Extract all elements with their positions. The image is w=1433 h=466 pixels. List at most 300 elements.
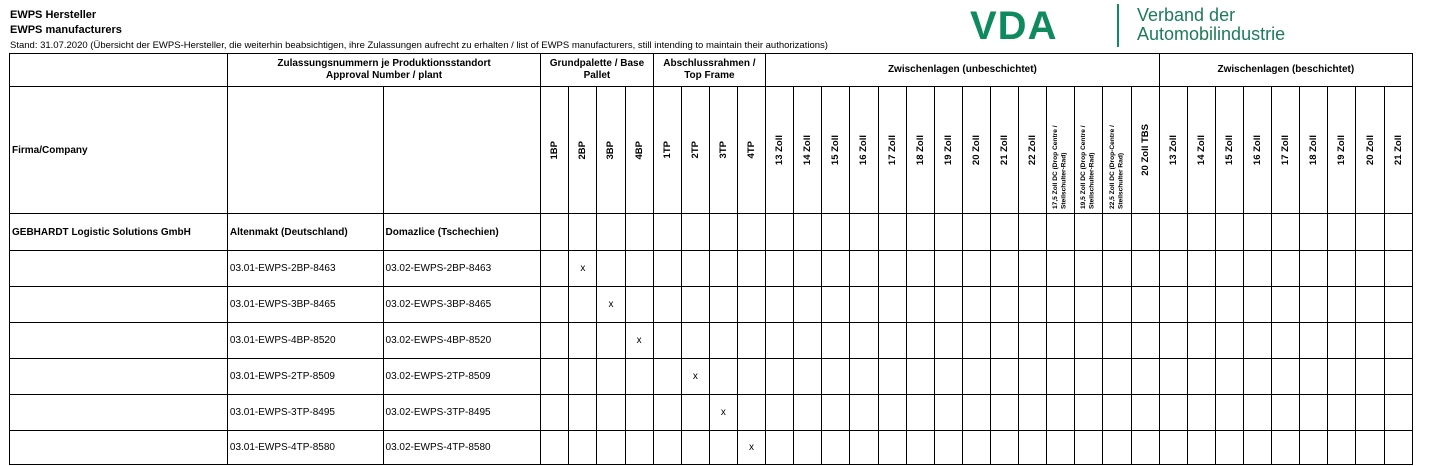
empty-cell xyxy=(1215,287,1243,323)
empty-cell xyxy=(1131,395,1159,431)
empty-cell xyxy=(1272,359,1300,395)
empty-cell xyxy=(1328,287,1356,323)
empty-cell xyxy=(709,287,737,323)
col-header xyxy=(1356,87,1384,214)
company-row xyxy=(10,214,1413,251)
empty-cell xyxy=(1047,287,1075,323)
empty-cell xyxy=(934,287,962,323)
empty-cell xyxy=(1187,323,1215,359)
empty-cell xyxy=(569,359,597,395)
col-header-label: 2BP xyxy=(577,140,589,160)
empty-cell xyxy=(1384,251,1412,287)
plant1-name: Altenmakt (Deutschland) xyxy=(227,214,383,251)
empty-cell xyxy=(990,395,1018,431)
empty-cell xyxy=(962,431,990,465)
empty-cell xyxy=(878,395,906,431)
empty-cell xyxy=(1272,214,1300,251)
top-header-en: Top Frame xyxy=(684,70,735,81)
empty-cell xyxy=(1384,287,1412,323)
empty-cell xyxy=(1075,323,1103,359)
empty-cell xyxy=(1215,395,1243,431)
empty-cell xyxy=(681,431,709,465)
approval-number: 03.01-EWPS-2BP-8463 xyxy=(227,251,383,287)
empty-cell xyxy=(681,214,709,251)
approval-number: 03.02-EWPS-2TP-8509 xyxy=(383,359,541,395)
empty-cell xyxy=(1131,287,1159,323)
manufacturers-table xyxy=(9,53,1413,465)
empty-cell xyxy=(1047,214,1075,251)
empty-cell xyxy=(1103,359,1131,395)
empty-cell xyxy=(653,395,681,431)
empty-cell xyxy=(766,431,794,465)
empty-cell xyxy=(1047,431,1075,465)
col-header xyxy=(822,87,850,214)
empty-cell xyxy=(906,359,934,395)
empty-cell xyxy=(1272,323,1300,359)
empty-cell xyxy=(1244,323,1272,359)
empty-cell xyxy=(1384,214,1412,251)
empty-cell xyxy=(794,287,822,323)
empty-cell xyxy=(681,287,709,323)
empty-cell xyxy=(1131,359,1159,395)
empty-cell xyxy=(906,395,934,431)
col-header-label: 22,5 Zoll DC (Drop-Centre / Steilschulter Rad) xyxy=(1108,125,1124,209)
stand-note: Stand: 31.07.2020 (Übersicht der EWPS-Hersteller, die weiterhin beabsichtigen, ihre Zulassungen aufrecht zu erhalten / list of EWPS manufacturers, still intending to maintain their authorizations) xyxy=(10,40,828,51)
empty-cell xyxy=(1244,287,1272,323)
firm-cell xyxy=(10,395,228,431)
empty-cell xyxy=(878,214,906,251)
title-en: EWPS manufacturers xyxy=(10,24,122,36)
empty-cell xyxy=(625,287,653,323)
firm-cell xyxy=(10,323,228,359)
table-row xyxy=(10,431,1413,465)
empty-cell xyxy=(1047,251,1075,287)
table-row xyxy=(10,359,1413,395)
col-header-label: 18 Zoll xyxy=(1308,134,1320,166)
empty-cell xyxy=(850,395,878,431)
approval-mark: x xyxy=(709,395,737,431)
empty-cell xyxy=(1356,395,1384,431)
col-header-label: 15 Zoll xyxy=(830,134,842,166)
empty-cell xyxy=(906,323,934,359)
empty-cell xyxy=(737,323,765,359)
empty-cell xyxy=(1075,359,1103,395)
empty-cell xyxy=(569,395,597,431)
approval-number: 03.01-EWPS-4BP-8520 xyxy=(227,323,383,359)
empty-cell xyxy=(1215,431,1243,465)
empty-cell xyxy=(794,359,822,395)
empty-cell xyxy=(934,359,962,395)
empty-cell xyxy=(934,431,962,465)
col-header-label: 16 Zoll xyxy=(1252,134,1264,166)
empty-cell xyxy=(934,395,962,431)
empty-cell xyxy=(709,323,737,359)
col-header xyxy=(541,87,569,214)
empty-cell xyxy=(1356,214,1384,251)
title-de: EWPS Hersteller xyxy=(10,9,97,21)
col-header xyxy=(737,87,765,214)
empty-cell xyxy=(1159,214,1187,251)
approval-number: 03.01-EWPS-3BP-8465 xyxy=(227,287,383,323)
empty-cell xyxy=(794,323,822,359)
col-header xyxy=(681,87,709,214)
empty-cell xyxy=(1300,359,1328,395)
col-header-label: 3BP xyxy=(605,140,617,160)
col-header xyxy=(625,87,653,214)
empty-cell xyxy=(766,395,794,431)
empty-cell xyxy=(1356,431,1384,465)
col-header xyxy=(1187,87,1215,214)
col-header xyxy=(569,87,597,214)
empty-cell xyxy=(1019,287,1047,323)
empty-cell xyxy=(990,251,1018,287)
empty-cell xyxy=(822,431,850,465)
empty-cell xyxy=(625,251,653,287)
empty-cell xyxy=(737,214,765,251)
empty-cell xyxy=(850,251,878,287)
empty-cell xyxy=(766,214,794,251)
col-header xyxy=(934,87,962,214)
empty-cell xyxy=(737,359,765,395)
vda-logo xyxy=(970,4,1390,48)
empty-cell xyxy=(878,287,906,323)
logo-divider xyxy=(1117,4,1119,47)
approval-mark: x xyxy=(569,251,597,287)
empty-cell xyxy=(850,359,878,395)
empty-cell xyxy=(597,323,625,359)
empty-cell xyxy=(541,359,569,395)
coated-group-header: Zwischenlagen (beschichtet) xyxy=(1159,54,1412,87)
empty-cell xyxy=(681,251,709,287)
empty-cell xyxy=(1272,251,1300,287)
approval-number: 03.02-EWPS-4TP-8580 xyxy=(383,431,541,465)
col-header-label: 17 Zoll xyxy=(886,134,898,166)
empty-cell xyxy=(822,323,850,359)
firm-cell xyxy=(10,431,228,465)
base-header-en: Pallet xyxy=(583,70,611,81)
col-header xyxy=(1019,87,1047,214)
col-header xyxy=(1047,87,1075,214)
empty-cell xyxy=(1300,431,1328,465)
empty-cell xyxy=(1215,359,1243,395)
approval-number: 03.01-EWPS-4TP-8580 xyxy=(227,431,383,465)
col-header-label: 2TP xyxy=(689,141,701,159)
empty-cell xyxy=(1328,251,1356,287)
empty-cell xyxy=(541,395,569,431)
empty-cell xyxy=(766,323,794,359)
empty-cell xyxy=(906,287,934,323)
col-header xyxy=(709,87,737,214)
col-header-label: 17 Zoll xyxy=(1280,134,1292,166)
col-header-label: 20 Zoll xyxy=(970,134,982,166)
approval-mark: x xyxy=(625,323,653,359)
empty-cell xyxy=(794,395,822,431)
col-header xyxy=(850,87,878,214)
empty-cell xyxy=(850,323,878,359)
empty-cell xyxy=(1300,214,1328,251)
empty-cell xyxy=(1215,251,1243,287)
empty-cell xyxy=(597,395,625,431)
approval-mark: x xyxy=(597,287,625,323)
empty-cell xyxy=(962,359,990,395)
empty-cell xyxy=(569,214,597,251)
empty-cell xyxy=(962,287,990,323)
col-header xyxy=(962,87,990,214)
top-header-de: Abschlussrahmen / xyxy=(663,58,756,69)
empty-cell xyxy=(990,214,1018,251)
empty-cell xyxy=(990,323,1018,359)
empty-cell xyxy=(1019,323,1047,359)
col-header-label: 13 Zoll xyxy=(774,134,786,166)
col-header xyxy=(1244,87,1272,214)
empty-cell xyxy=(766,287,794,323)
empty-cell xyxy=(709,214,737,251)
empty-cell xyxy=(1159,359,1187,395)
empty-cell xyxy=(906,251,934,287)
empty-cell xyxy=(962,251,990,287)
empty-cell xyxy=(850,287,878,323)
empty-cell xyxy=(1019,395,1047,431)
col-header xyxy=(1384,87,1412,214)
approval-number: 03.01-EWPS-3TP-8495 xyxy=(227,395,383,431)
empty-cell xyxy=(990,359,1018,395)
group-header-row xyxy=(10,54,1413,87)
empty-cell xyxy=(569,431,597,465)
table-row xyxy=(10,251,1413,287)
uncoated-group-header: Zwischenlagen (unbeschichtet) xyxy=(766,54,1160,87)
empty-cell xyxy=(962,395,990,431)
col-header xyxy=(1075,87,1103,214)
empty-cell xyxy=(990,431,1018,465)
empty-cell xyxy=(1384,431,1412,465)
empty-cell xyxy=(1215,214,1243,251)
empty-cell xyxy=(1187,287,1215,323)
table-row xyxy=(10,323,1413,359)
empty-cell xyxy=(794,431,822,465)
empty-cell xyxy=(597,251,625,287)
empty-cell xyxy=(822,359,850,395)
empty-cell xyxy=(1356,251,1384,287)
empty-cell xyxy=(1328,431,1356,465)
empty-cell xyxy=(709,431,737,465)
empty-cell xyxy=(1356,287,1384,323)
col-header xyxy=(906,87,934,214)
empty-cell xyxy=(681,323,709,359)
empty-cell xyxy=(1300,395,1328,431)
plant1-header xyxy=(227,87,383,214)
col-header-label: 19,5 Zoll DC (Drop Centre / Steilschulter-Rad) xyxy=(1080,125,1096,209)
empty-cell xyxy=(850,431,878,465)
col-header-label: 4TP xyxy=(746,141,758,159)
empty-cell xyxy=(1328,359,1356,395)
empty-cell xyxy=(1103,323,1131,359)
empty-cell xyxy=(878,431,906,465)
empty-cell xyxy=(1103,287,1131,323)
empty-cell xyxy=(822,287,850,323)
empty-cell xyxy=(541,251,569,287)
firm-cell xyxy=(10,251,228,287)
top-group-header xyxy=(653,54,765,87)
empty-cell xyxy=(569,323,597,359)
empty-cell xyxy=(597,431,625,465)
empty-cell xyxy=(1131,431,1159,465)
empty-cell xyxy=(1019,214,1047,251)
empty-cell xyxy=(934,214,962,251)
empty-cell xyxy=(1187,359,1215,395)
empty-cell xyxy=(709,251,737,287)
empty-cell xyxy=(569,287,597,323)
empty-cell xyxy=(1075,287,1103,323)
firm-cell xyxy=(10,287,228,323)
empty-cell xyxy=(1272,287,1300,323)
col-header xyxy=(1131,87,1159,214)
approval-number: 03.02-EWPS-3BP-8465 xyxy=(383,287,541,323)
col-header xyxy=(1215,87,1243,214)
empty-cell xyxy=(766,251,794,287)
empty-cell xyxy=(1131,323,1159,359)
empty-cell xyxy=(625,359,653,395)
col-header-label: 20 Zoll xyxy=(1364,134,1376,166)
col-header-label: 19 Zoll xyxy=(942,134,954,166)
empty-cell xyxy=(1159,431,1187,465)
empty-cell xyxy=(653,251,681,287)
col-header-label: 17,5 Zoll DC (Drop Centre / Steilschulter-Rad) xyxy=(1052,125,1068,209)
empty-cell xyxy=(625,214,653,251)
empty-cell xyxy=(1384,359,1412,395)
empty-cell xyxy=(1384,323,1412,359)
empty-cell xyxy=(1103,214,1131,251)
approval-header-en: Approval Number / plant xyxy=(325,70,443,81)
empty-cell xyxy=(1244,214,1272,251)
empty-cell xyxy=(1187,431,1215,465)
empty-cell xyxy=(934,323,962,359)
empty-cell xyxy=(1019,251,1047,287)
col-header-label: 21 Zoll xyxy=(1392,134,1404,166)
empty-cell xyxy=(906,214,934,251)
empty-cell xyxy=(1187,395,1215,431)
empty-cell xyxy=(1159,287,1187,323)
empty-cell xyxy=(653,287,681,323)
plant2-name: Domazlice (Tschechien) xyxy=(383,214,541,251)
col-header-label: 1TP xyxy=(661,141,673,159)
empty-cell xyxy=(1075,214,1103,251)
empty-cell xyxy=(906,431,934,465)
table-row xyxy=(10,395,1413,431)
col-header-label: 1BP xyxy=(549,140,561,160)
empty-cell xyxy=(541,431,569,465)
empty-cell xyxy=(822,251,850,287)
col-header xyxy=(653,87,681,214)
col-header xyxy=(1159,87,1187,214)
empty-cell xyxy=(850,214,878,251)
approval-number: 03.02-EWPS-4BP-8520 xyxy=(383,323,541,359)
empty-cell xyxy=(1075,251,1103,287)
empty-cell xyxy=(737,395,765,431)
empty-cell xyxy=(962,214,990,251)
col-header-label: 20 Zoll TBS xyxy=(1139,124,1151,176)
col-header xyxy=(794,87,822,214)
col-header-label: 14 Zoll xyxy=(802,134,814,166)
empty-cell xyxy=(653,214,681,251)
firm-header: Firma/Company xyxy=(10,87,228,214)
empty-cell xyxy=(1103,251,1131,287)
firm-group-cell xyxy=(10,54,228,87)
table-row xyxy=(10,287,1413,323)
col-header xyxy=(878,87,906,214)
empty-cell xyxy=(1244,431,1272,465)
col-header-label: 15 Zoll xyxy=(1223,134,1235,166)
empty-cell xyxy=(962,323,990,359)
empty-cell xyxy=(709,359,737,395)
empty-cell xyxy=(1019,359,1047,395)
base-header-de: Grundpalette / Base xyxy=(549,58,645,69)
col-header xyxy=(1300,87,1328,214)
empty-cell xyxy=(1131,214,1159,251)
empty-cell xyxy=(1075,431,1103,465)
empty-cell xyxy=(766,359,794,395)
col-header-label: 21 Zoll xyxy=(999,134,1011,166)
empty-cell xyxy=(1384,395,1412,431)
empty-cell xyxy=(1215,323,1243,359)
col-header xyxy=(1272,87,1300,214)
approval-mark: x xyxy=(681,359,709,395)
empty-cell xyxy=(1187,251,1215,287)
empty-cell xyxy=(1103,395,1131,431)
empty-cell xyxy=(1159,323,1187,359)
approval-number: 03.02-EWPS-3TP-8495 xyxy=(383,395,541,431)
col-header xyxy=(1103,87,1131,214)
empty-cell xyxy=(1047,395,1075,431)
approval-header-de: Zulassungsnummern je Produktionsstandort xyxy=(277,58,491,69)
empty-cell xyxy=(737,287,765,323)
empty-cell xyxy=(1159,395,1187,431)
empty-cell xyxy=(737,251,765,287)
empty-cell xyxy=(878,359,906,395)
logo-line1: Verband der xyxy=(1137,5,1236,25)
empty-cell xyxy=(1075,395,1103,431)
col-header-label: 14 Zoll xyxy=(1195,134,1207,166)
empty-cell xyxy=(1047,359,1075,395)
logo-line2: Automobilindustrie xyxy=(1137,24,1286,44)
approval-number: 03.02-EWPS-2BP-8463 xyxy=(383,251,541,287)
empty-cell xyxy=(1244,251,1272,287)
empty-cell xyxy=(1328,214,1356,251)
empty-cell xyxy=(653,359,681,395)
empty-cell xyxy=(541,323,569,359)
empty-cell xyxy=(1300,251,1328,287)
empty-cell xyxy=(878,251,906,287)
empty-cell xyxy=(1187,214,1215,251)
col-header-label: 16 Zoll xyxy=(858,134,870,166)
empty-cell xyxy=(1244,359,1272,395)
empty-cell xyxy=(1103,431,1131,465)
empty-cell xyxy=(990,287,1018,323)
plant2-header xyxy=(383,87,541,214)
base-group-header xyxy=(541,54,653,87)
col-header xyxy=(766,87,794,214)
empty-cell xyxy=(1272,431,1300,465)
empty-cell xyxy=(1047,323,1075,359)
empty-cell xyxy=(1244,395,1272,431)
col-header xyxy=(1328,87,1356,214)
empty-cell xyxy=(681,395,709,431)
empty-cell xyxy=(934,251,962,287)
empty-cell xyxy=(625,395,653,431)
empty-cell xyxy=(541,287,569,323)
empty-cell xyxy=(653,431,681,465)
company-name: GEBHARDT Logistic Solutions GmbH xyxy=(10,214,228,251)
approval-mark: x xyxy=(737,431,765,465)
